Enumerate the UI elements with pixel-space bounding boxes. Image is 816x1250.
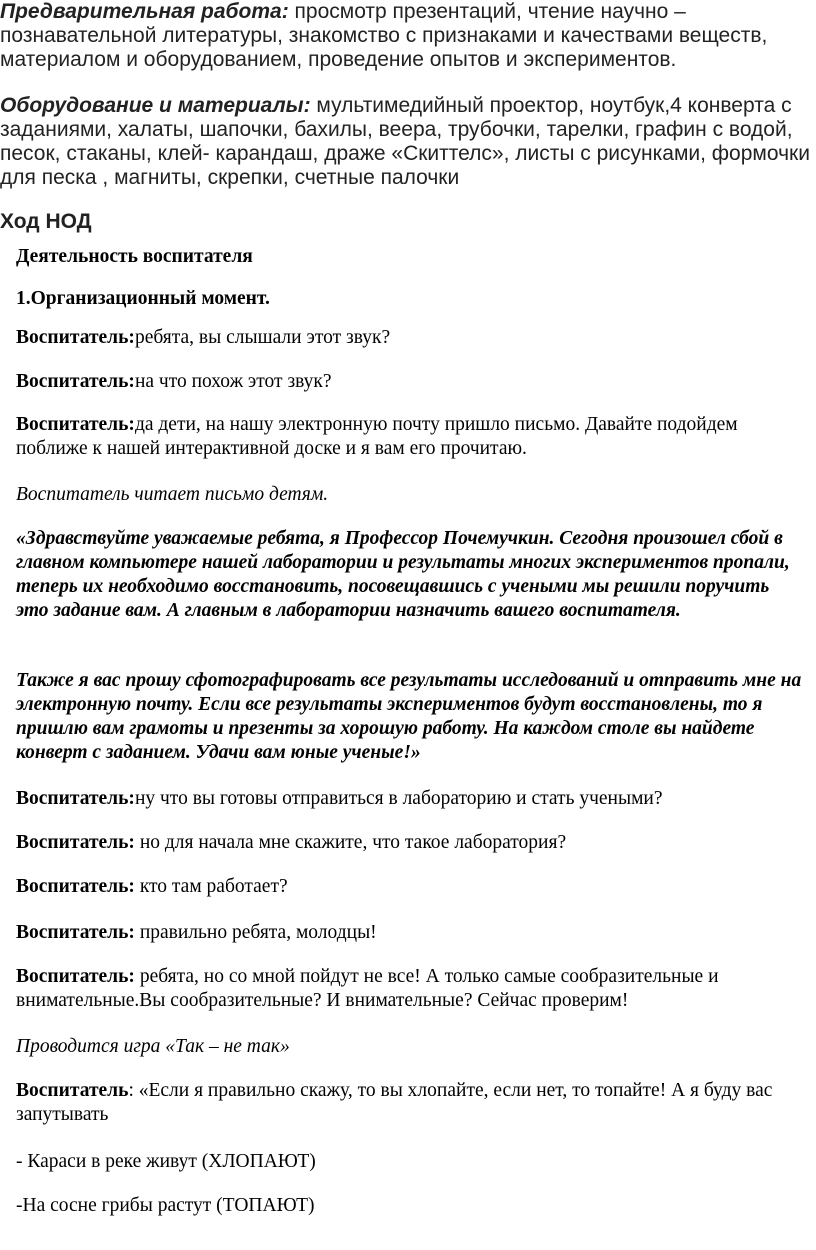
teacher-line-7-text: правильно ребята, молодцы!	[134, 922, 377, 943]
speaker-label: Воспитатель:	[16, 327, 135, 348]
preliminary-work-label: Предварительная работа:	[0, 0, 289, 23]
teacher-line-3-text: да дети, на нашу электронную почту пришло письмо. Давайте подойдем поближе к нашей интерактивной доске и я вам его прочитаю.	[16, 414, 738, 459]
speaker-label: Воспитатель:	[16, 788, 135, 809]
speaker-label: Воспитатель:	[16, 966, 135, 987]
game-line-2: -На сосне грибы растут (ТОПАЮТ)	[16, 1195, 315, 1216]
speaker-label: Воспитатель:	[16, 922, 135, 943]
teacher-line-2	[16, 370, 806, 394]
letter-paragraph-1: «Здравствуйте уважаемые ребята, я Профессор Почемучкин. Сегодня произошел сбой в главном компьютере нашей лаборатории и результаты многих экспериментов пропали, теперь их необходимо восстановить, посовещавшись с учеными мы решили поручить это задание вам. А главным в лаборатории назначить вашего воспитателя.	[16, 528, 790, 621]
hod-nod-heading: Ход НОД	[0, 210, 92, 233]
preliminary-work-text: просмотр презентаций, чтение научно – познавательной литературы, знакомство с признаками и качествами веществ, материалом и оборудованием, проведение опытов и экспериментов.	[0, 0, 768, 71]
teacher-line-7	[16, 921, 806, 945]
game-line-1: - Караси в реке живут (ХЛОПАЮТ)	[16, 1151, 316, 1172]
teacher-line-8	[16, 965, 806, 1013]
equipment-label: Оборудование и материалы:	[0, 94, 311, 117]
activity-title: Деятельность воспитателя	[16, 246, 253, 267]
preliminary-work-paragraph	[0, 0, 810, 72]
section-org-moment-title: 1.Организационный момент.	[16, 288, 270, 309]
teacher-line-8-text: ребята, но со мной пойдут не все! А только самые сообразительные и внимательные.Вы сообразительные? И внимательные? Сейчас проверим!	[16, 966, 719, 1011]
teacher-line-9-text: : «Если я правильно скажу, то вы хлопайте, если нет, то топайте! А я буду вас запутывать	[16, 1080, 773, 1125]
teacher-line-3	[16, 413, 806, 461]
teacher-reads-letter-note: Воспитатель читает письмо детям.	[16, 484, 329, 505]
teacher-line-6	[16, 875, 806, 899]
teacher-line-5-text: но для начала мне скажите, что такое лаборатория?	[134, 832, 567, 853]
teacher-line-4-text: ну что вы готовы отправиться в лабораторию и стать учеными?	[134, 788, 663, 809]
speaker-label: Воспитатель:	[16, 371, 135, 392]
speaker-label: Воспитатель:	[16, 832, 135, 853]
teacher-line-2-text: на что похож этот звук?	[134, 371, 332, 392]
equipment-text: мультимедийный проектор, ноутбук,4 конверта с заданиями, халаты, шапочки, бахилы, веера, трубочки, тарелки, графин с водой, песок, стаканы, клей- карандаш, драже «Скиттелс», листы с рисунками, формочки для песка , магниты, скрепки, счетные палочки	[0, 94, 810, 189]
equipment-paragraph	[0, 94, 810, 190]
teacher-line-5	[16, 831, 806, 855]
speaker-label: Воспитатель	[16, 1080, 129, 1101]
teacher-line-1	[16, 326, 806, 350]
teacher-line-4	[16, 787, 806, 811]
teacher-line-6-text: кто там работает?	[134, 876, 288, 897]
speaker-label: Воспитатель:	[16, 414, 135, 435]
letter-paragraph-2: Также я вас прошу сфотографировать все результаты исследований и отправить мне на электронную почту. Если все результаты экспериментов будут восстановлены, то я пришлю вам грамоты и презенты за хорошую работу. На каждом столе вы найдете конверт с заданием. Удачи вам юные ученые!»	[16, 670, 802, 763]
teacher-line-1-text: ребята, вы слышали этот звук?	[134, 327, 391, 348]
teacher-line-9	[16, 1079, 806, 1127]
game-title-note: Проводится игра «Так – не так»	[16, 1036, 290, 1057]
speaker-label: Воспитатель:	[16, 876, 135, 897]
